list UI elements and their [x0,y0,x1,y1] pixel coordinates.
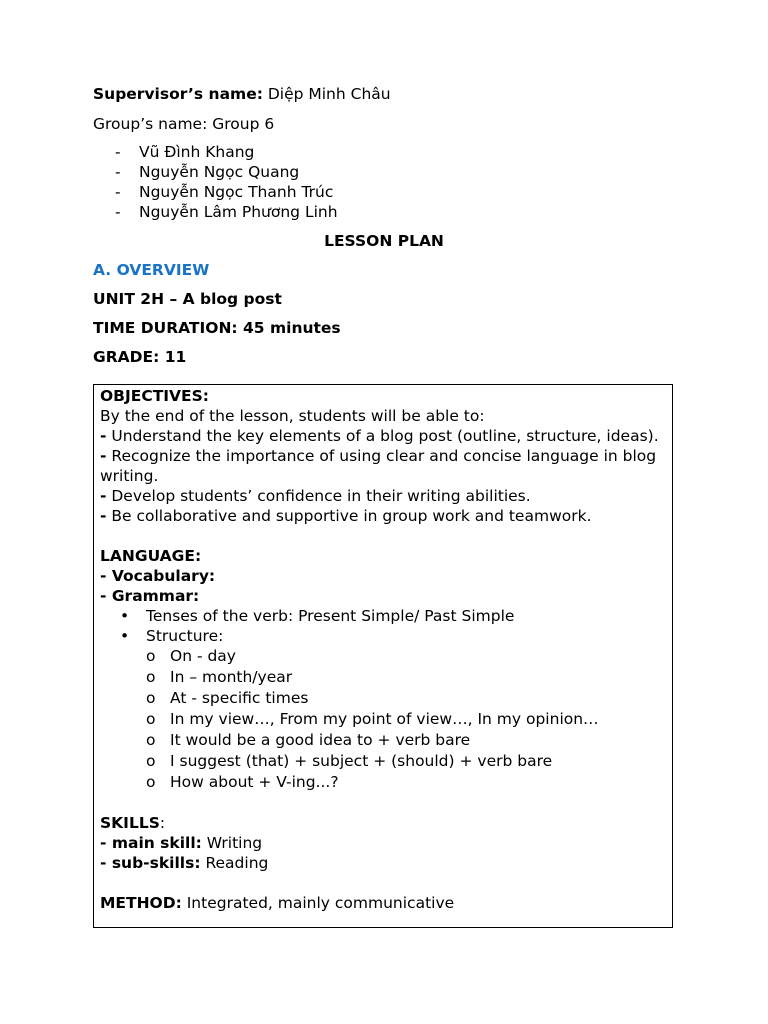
circle-bullet-icon: o [146,752,156,770]
circle-bullet-icon: o [146,689,156,707]
overview-table [93,384,673,928]
circle-bullet-icon: o [146,668,156,686]
page-title: LESSON PLAN [324,232,444,250]
list-item: - Nguyễn Ngọc Thanh Trúc [115,183,334,201]
main-skill: - main skill: Writing [100,834,263,852]
list-item: - Nguyễn Ngọc Quang [115,163,300,181]
objective-item: - Understand the key elements of a blog post (outline, structure, ideas). [100,427,659,445]
supervisor-line [93,84,693,104]
member-list [93,142,693,222]
bullet-icon: • [120,607,130,625]
group-line: Group’s name: Group 6 [93,115,275,133]
supervisor-label: Supervisor’s name: [93,85,263,103]
list-item: - Vũ Đình Khang [115,143,255,161]
circle-bullet-icon: o [146,710,156,728]
objective-item: - Be collaborative and supportive in group work and teamwork. [100,507,592,525]
objectives-label: OBJECTIVES: [100,387,210,405]
document-header [93,84,693,367]
list-item: • Tenses of the verb: Present Simple/ Past Simple [120,607,515,625]
list-item: o I suggest (that) + subject + (should) + verb bare [146,752,553,770]
skills-label: SKILLS: [100,814,166,832]
circle-bullet-icon: o [146,647,156,665]
list-item: - Nguyễn Lâm Phương Linh [115,203,338,221]
objectives-intro: By the end of the lesson, students will be able to: [100,407,485,425]
section-heading-overview: A. OVERVIEW [93,261,210,279]
sub-skills: - sub-skills: Reading [100,854,269,872]
objective-item: - Develop students’ confidence in their writing abilities. [100,487,531,505]
circle-bullet-icon: o [146,731,156,749]
time-duration: TIME DURATION: 45 minutes [93,319,341,337]
vocabulary-label: - Vocabulary: [100,567,216,585]
language-label: LANGUAGE: [100,547,202,565]
list-item: o On - day [146,647,236,665]
list-item: o How about + V-ing...? [146,773,339,791]
supervisor-value: Diệp Minh Châu [262,85,391,103]
method-line: METHOD: Integrated, mainly communicative [100,894,455,912]
grade: GRADE: 11 [93,348,187,366]
list-item: • Structure: [120,627,224,645]
list-item: o In – month/year [146,668,293,686]
bullet-icon: • [120,627,130,645]
circle-bullet-icon: o [146,773,156,791]
unit-title: UNIT 2H – A blog post [93,290,282,308]
grammar-label: - Grammar: [100,587,200,605]
list-item: o In my view…, From my point of view…, In my opinion… [146,710,599,728]
list-item: o At - specific times [146,689,309,707]
list-item: o It would be a good idea to + verb bare [146,731,471,749]
objective-item: - Recognize the importance of using clear and concise language in blog writing. [100,447,657,485]
